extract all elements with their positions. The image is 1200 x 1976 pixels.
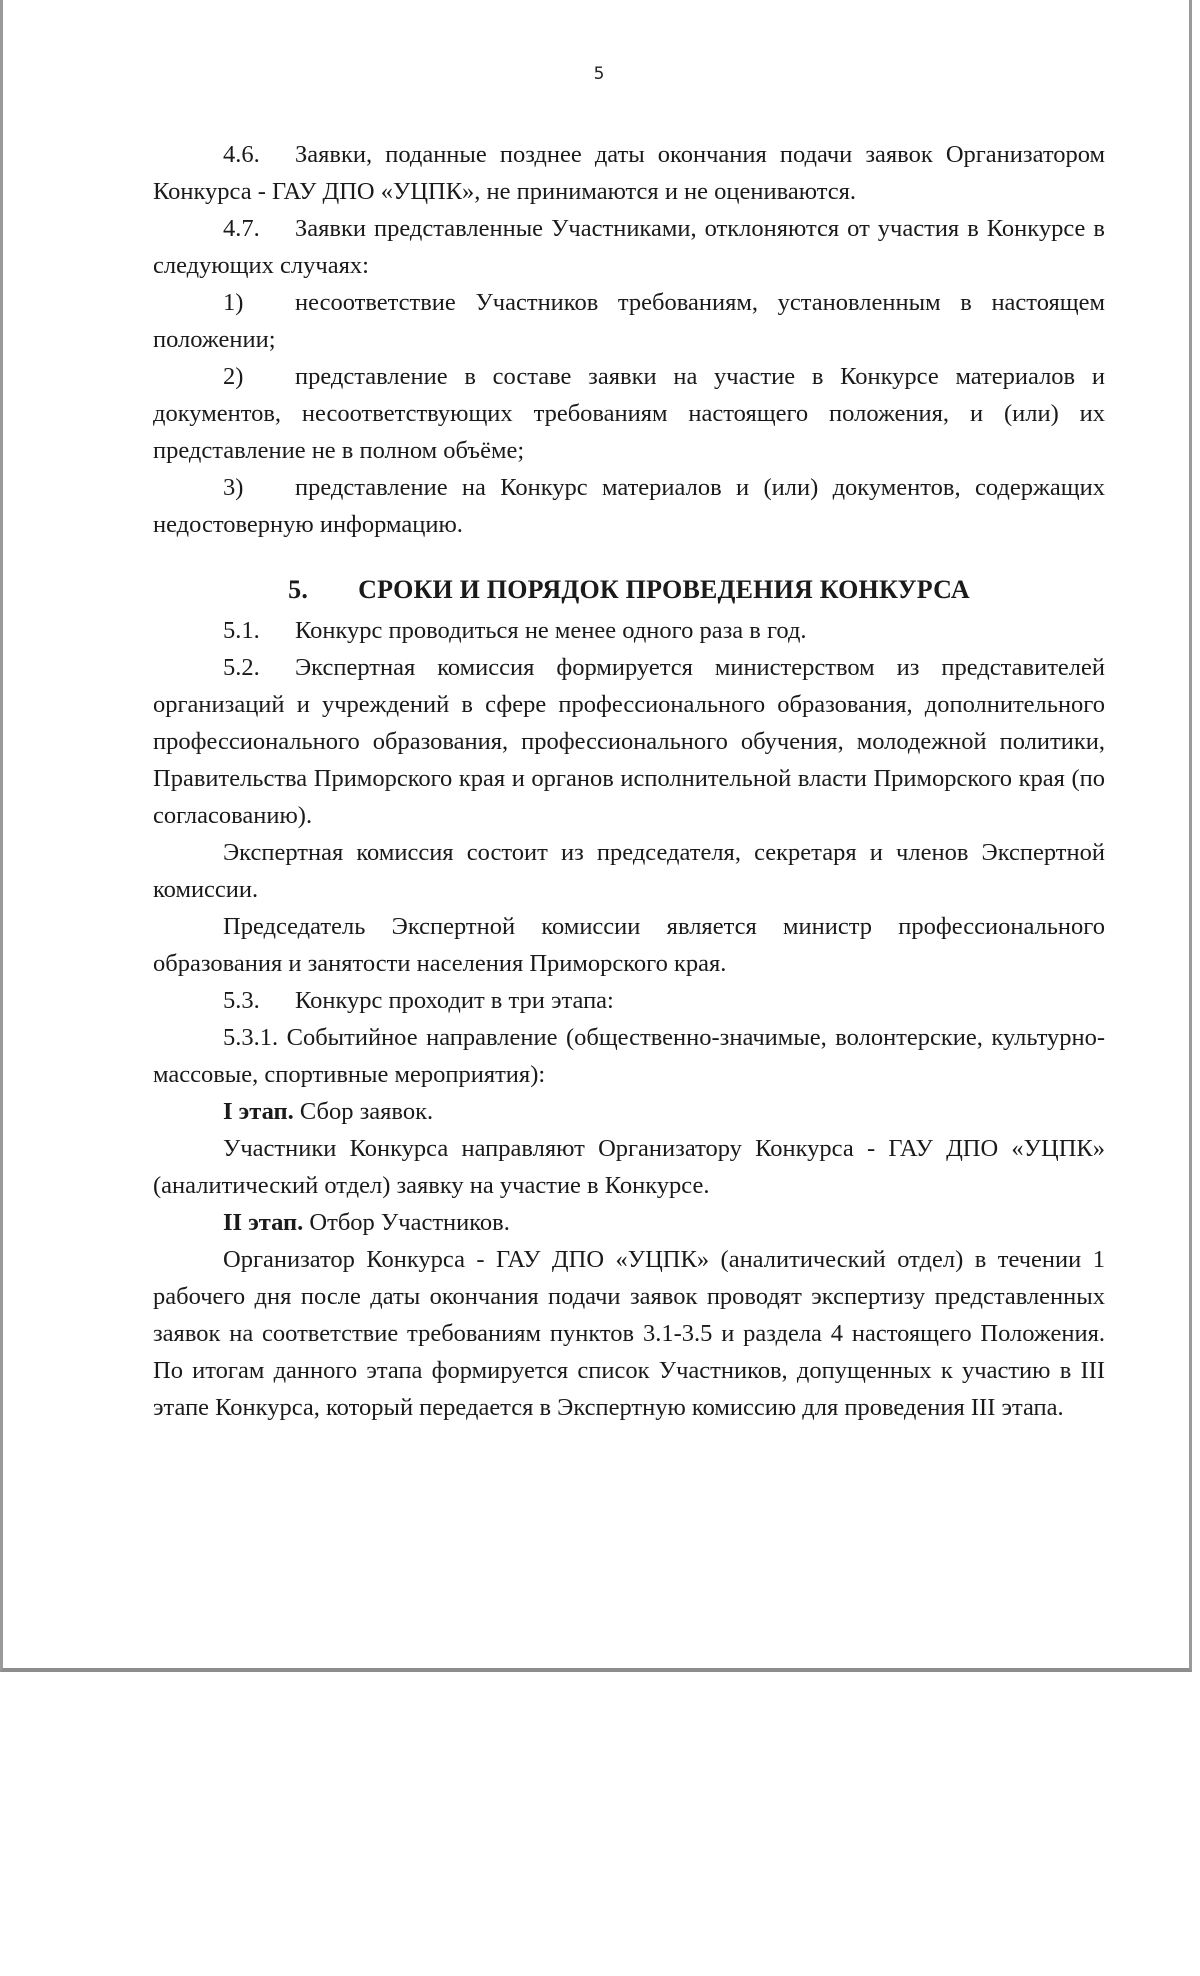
stage-1-description: Участники Конкурса направляют Организатору Конкурса - ГАУ ДПО «УЦПК» (аналитический отдел) заявку на участие в Конкурсе.: [153, 1135, 1105, 1199]
clause-text: Заявки, поданные позднее даты окончания подачи заявок Организатором Конкурса - ГАУ ДПО «УЦПК», не принимаются и не оцениваются.: [153, 141, 1105, 205]
clause-number: 5.3.: [223, 987, 260, 1014]
paragraph-5-3-1: [153, 1019, 1105, 1093]
list-item-text: представление в составе заявки на участие в Конкурсе материалов и документов, несоответствующих требованиям настоящего положения, и (или) их представление не в полном объёме;: [153, 363, 1105, 464]
clause-number: 4.6.: [223, 141, 260, 168]
paragraph-4-6: [153, 136, 1105, 210]
clause-text: Событийное направление (общественно-значимые, волонтерские, культурно-массовые, спортивные мероприятия):: [153, 1024, 1105, 1088]
clause-text: Экспертная комиссия формируется министерством из представителей организаций и учреждений в сфере профессионального образования, дополнительного профессионального образования, профессионального обучения, молодежной политики, Правительства Приморского края и органов исполнительной власти Приморского края (по согласованию).: [153, 654, 1105, 829]
document-body: [153, 136, 1105, 1426]
paragraph-5-2: [153, 649, 1105, 834]
list-marker: 1): [223, 289, 244, 316]
stage-title: Отбор Участников.: [309, 1209, 510, 1236]
stage-1-heading: [153, 1093, 1105, 1130]
clause-text: Конкурс проходит в три этапа:: [295, 987, 614, 1014]
list-item: [153, 284, 1105, 358]
section-number: 5.: [288, 575, 309, 604]
stage-title: Сбор заявок.: [299, 1098, 434, 1125]
paragraph-commission-chair: Председатель Экспертной комиссии является министр профессионального образования и занятости населения Приморского края.: [153, 913, 1105, 977]
paragraph-4-7: [153, 210, 1105, 284]
stage-label: II этап.: [223, 1209, 304, 1236]
stage-2-heading: [153, 1204, 1105, 1241]
clause-text: Конкурс проводиться не менее одного раза в год.: [295, 617, 807, 644]
section-heading: [153, 571, 1105, 608]
stage-2-description: Организатор Конкурса - ГАУ ДПО «УЦПК» (аналитический отдел) в течении 1 рабочего дня после даты окончания подачи заявок проводят экспертизу представленных заявок на соответствие требованиям пунктов 3.1-3.5 и раздела 4 настоящего Положения. По итогам данного этапа формируется список Участников, допущенных к участию в III этапе Конкурса, который передается в Экспертную комиссию для проведения III этапа.: [153, 1246, 1105, 1421]
stage-label: I этап.: [223, 1098, 294, 1125]
paragraph-5-3: [153, 982, 1105, 1019]
clause-text: Заявки представленные Участниками, отклоняются от участия в Конкурсе в следующих случаях:: [153, 215, 1105, 279]
paragraph-commission-composition: Экспертная комиссия состоит из председателя, секретаря и членов Экспертной комиссии.: [153, 839, 1105, 903]
list-item-text: несоответствие Участников требованиям, установленным в настоящем положении;: [153, 289, 1105, 353]
clause-number: 4.7.: [223, 215, 260, 242]
paragraph-5-1: [153, 612, 1105, 649]
list-item-text: представление на Конкурс материалов и (или) документов, содержащих недостоверную информацию.: [153, 474, 1105, 538]
page-number: 5: [593, 64, 605, 84]
section-title: СРОКИ И ПОРЯДОК ПРОВЕДЕНИЯ КОНКУРСА: [358, 575, 970, 604]
list-item: [153, 469, 1105, 543]
clause-number: 5.3.1.: [223, 1024, 279, 1051]
clause-number: 5.2.: [223, 654, 260, 681]
clause-number: 5.1.: [223, 617, 260, 644]
list-item: [153, 358, 1105, 469]
list-marker: 2): [223, 363, 244, 390]
list-marker: 3): [223, 474, 244, 501]
